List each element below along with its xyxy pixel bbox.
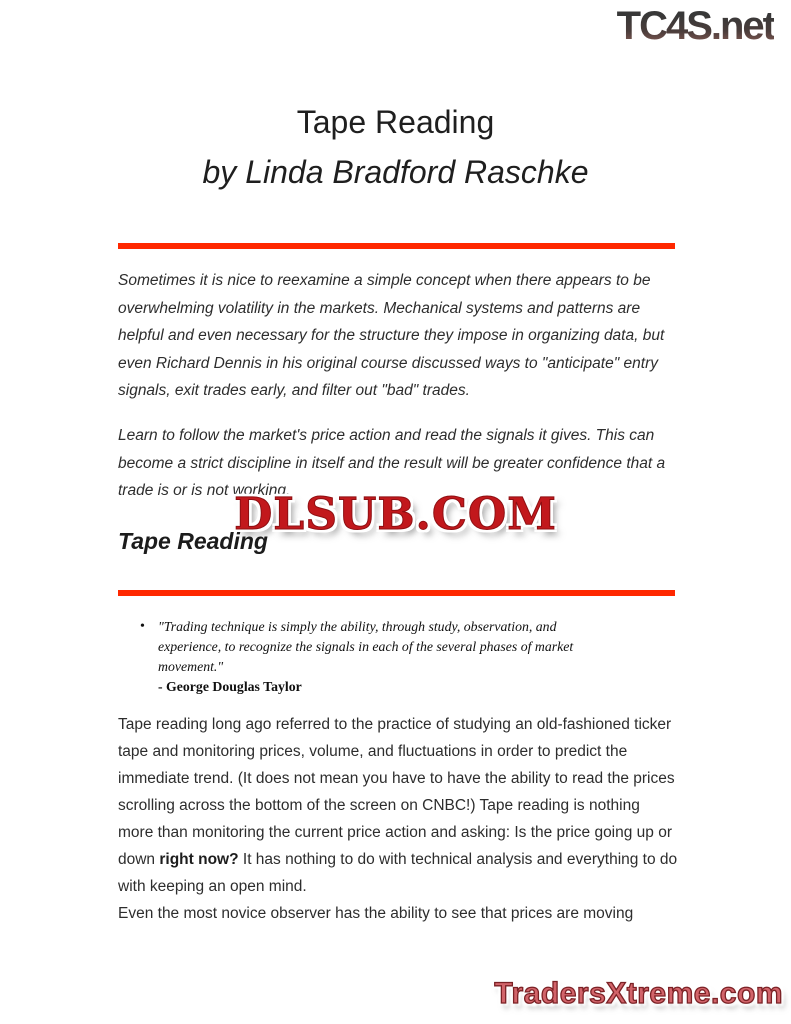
page-title: Tape Reading — [296, 104, 495, 140]
text-line: Even the most novice observer has the ability to see that prices are moving — [118, 905, 634, 922]
quote-line: movement." — [158, 659, 224, 674]
text-line: overwhelming volatility in the markets. Mechanical systems and patterns are — [118, 299, 641, 317]
red-divider-middle — [118, 590, 675, 596]
text-line: trade is or is not working. — [118, 482, 291, 499]
tc4s-logo: TC4S.net — [616, 4, 774, 48]
text-line: signals, exit trades early, and filter out "bad" trades. — [118, 382, 470, 399]
page-author: by Linda Bradford Raschke — [202, 154, 589, 190]
quote-block — [140, 617, 680, 697]
bullet-icon: • — [140, 619, 145, 634]
text-line: scrolling across the bottom of the screen on CNBC!) Tape reading is nothing — [118, 797, 640, 814]
text-segment: down — [118, 851, 160, 868]
text-line: Sometimes it is nice to reexamine a simple concept when there appears to be — [118, 272, 651, 289]
quote-line: experience, to recognize the signals in each of the several phases of market — [158, 639, 574, 654]
text-line: become a strict discipline in itself and the result will be greater confidence that a — [118, 454, 666, 472]
bold-emphasis: right now? — [159, 851, 239, 868]
red-divider-top — [118, 243, 675, 249]
text-line: more than monitoring the current price action and asking: Is the price going up or — [118, 824, 673, 841]
intro-paragraph-1 — [118, 267, 718, 405]
text-segment: It has nothing to do with technical analysis and everything to do — [238, 851, 678, 868]
dlsub-watermark: DLSUB.COM — [234, 489, 557, 540]
tradersxtreme-logo: TradersXtreme.com — [494, 977, 783, 1010]
text-line: tape and monitoring prices, volume, and fluctuations in order to predict the — [118, 743, 628, 760]
section-heading: Tape Reading — [118, 528, 268, 554]
text-line: with keeping an open mind. — [118, 878, 307, 895]
quote-content — [158, 617, 573, 697]
text-line — [118, 846, 728, 873]
quote-line: "Trading technique is simply the ability, through study, observation, and — [158, 619, 557, 634]
text-line: Tape reading long ago referred to the practice of studying an old-fashioned ticker — [118, 716, 672, 733]
text-line: Learn to follow the market's price action and read the signals it gives. This can — [118, 427, 655, 444]
text-line: even Richard Dennis in his original course discussed ways to "anticipate" entry — [118, 354, 658, 372]
body-paragraph — [118, 711, 728, 927]
text-line: helpful and even necessary for the structure they impose in organizing data, but — [118, 327, 665, 344]
text-line: immediate trend. (It does not mean you have to have the ability to read the prices — [118, 770, 675, 787]
quote-attribution: - George Douglas Taylor — [158, 679, 302, 694]
